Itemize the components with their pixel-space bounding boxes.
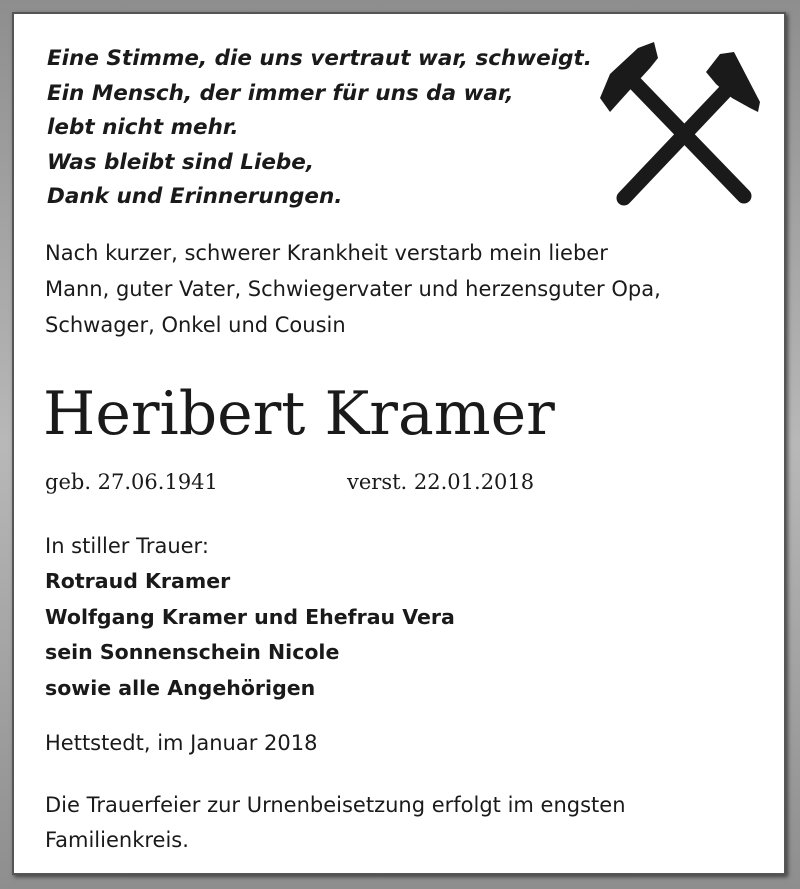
mourner-name: Wolfgang Kramer und Ehefrau Vera — [45, 604, 455, 629]
intro-line: Nach kurzer, schwerer Krankheit verstarb mein lieber — [45, 241, 608, 265]
hammer-and-pick-icon — [594, 36, 764, 208]
intro-line: Schwager, Onkel und Cousin — [45, 313, 346, 337]
obituary-card — [12, 12, 786, 875]
deceased-name: Heribert Kramer — [43, 379, 555, 449]
funeral-line: Die Trauerfeier zur Urnenbeisetzung erfolgt im engsten — [45, 793, 626, 817]
mourner-name: sein Sonnenschein Nicole — [45, 640, 340, 664]
motto — [47, 42, 607, 215]
birth-date: geb. 27.06.1941 — [45, 470, 218, 494]
mourner-name: sowie alle Angehörigen — [45, 675, 316, 700]
motto-line: Was bleibt sind Liebe, — [47, 149, 315, 175]
motto-line: Ein Mensch, der immer für uns da war, — [47, 80, 514, 106]
intro-text — [45, 235, 765, 343]
mourning-label: In stiller Trauer: — [45, 534, 209, 558]
motto-line: Dank und Erinnerungen. — [47, 184, 343, 209]
place-date: Hettstedt, im Januar 2018 — [45, 731, 318, 755]
intro-line: Mann, guter Vater, Schwiegervater und herzensguter Opa, — [45, 277, 661, 301]
funeral-line: Familienkreis. — [45, 828, 189, 852]
mourner-name: Rotraud Kramer — [45, 569, 231, 593]
motto-line: Eine Stimme, die uns vertraut war, schweigt. — [47, 46, 592, 71]
funeral-notice — [45, 788, 765, 858]
mourners-list — [45, 564, 455, 706]
death-date: verst. 22.01.2018 — [347, 470, 535, 494]
motto-line: lebt nicht mehr. — [47, 115, 239, 140]
